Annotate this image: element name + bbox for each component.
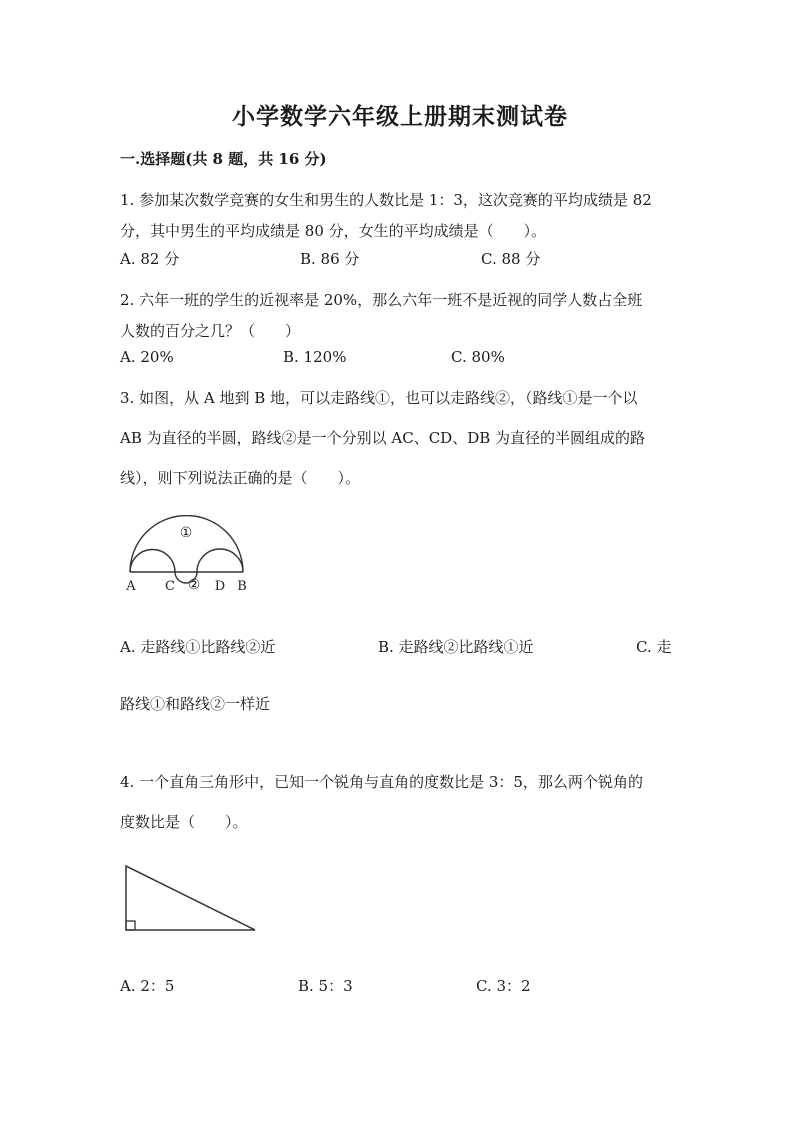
question-text-line: 线），则下列说法正确的是（ ）。 — [120, 469, 361, 487]
right-angle-mark — [126, 921, 135, 930]
question-text-line: 度数比是（ ）。 — [120, 813, 248, 831]
route-2-semicircle-ac — [130, 550, 175, 573]
question-text-line: 分，其中男生的平均成绩是 80 分，女生的平均成绩是（ ）。 — [120, 222, 547, 240]
question-text-line: AB 为直径的半圆，路线②是一个分别以 AC、CD、DB 为直径的半圆组成的路 — [120, 429, 646, 447]
route-2-label: ② — [187, 577, 201, 593]
route-1-semicircle — [130, 516, 243, 573]
option-a[interactable]: A. 20% — [120, 348, 174, 366]
question-text-line: 3. 如图，从 A 地到 B 地，可以走路线①，也可以走路线②，（路线①是一个以 — [120, 389, 638, 407]
point-d-label: D — [214, 579, 226, 594]
point-c-label: C — [165, 579, 175, 594]
right-triangle-figure — [118, 858, 263, 938]
question-3 — [120, 378, 680, 498]
option-c-continuation[interactable]: 路线①和路线②一样近 — [120, 695, 271, 713]
page-title: 小学数学六年级上册期末测试卷 — [232, 103, 568, 130]
option-b[interactable]: B. 120% — [283, 348, 347, 366]
question-text-line: 人数的百分之几？（ ） — [120, 322, 301, 340]
point-a-label: A — [126, 579, 136, 594]
section-heading: 一.选择题(共 8 题，共 16 分) — [120, 150, 327, 168]
question-2 — [120, 285, 680, 347]
option-c[interactable]: C. 走 — [636, 638, 672, 656]
question-1 — [120, 185, 680, 247]
question-4 — [120, 762, 680, 842]
route-1-label: ① — [179, 525, 193, 541]
option-a[interactable]: A. 走路线①比路线②近 — [120, 638, 276, 656]
option-b[interactable]: B. 5：3 — [298, 977, 353, 995]
question-text-line: 1. 参加某次数学竞赛的女生和男生的人数比是 1：3，这次竞赛的平均成绩是 82 — [120, 191, 652, 209]
point-b-label: B — [237, 579, 247, 594]
option-c[interactable]: C. 3：2 — [476, 977, 531, 995]
option-b[interactable]: B. 86 分 — [300, 250, 360, 268]
route-2-semicircle-db — [197, 549, 243, 572]
semicircle-routes-figure — [118, 515, 258, 600]
question-text-line: 2. 六年一班的学生的近视率是 20%，那么六年一班不是近视的同学人数占全班 — [120, 291, 643, 309]
option-a[interactable]: A. 2：5 — [120, 977, 175, 995]
option-c[interactable]: C. 80% — [451, 348, 505, 366]
option-c[interactable]: C. 88 分 — [481, 250, 541, 268]
option-a[interactable]: A. 82 分 — [120, 250, 180, 268]
question-text-line: 4. 一个直角三角形中，已知一个锐角与直角的度数比是 3：5，那么两个锐角的 — [120, 773, 643, 791]
right-triangle — [126, 866, 255, 930]
option-b[interactable]: B. 走路线②比路线①近 — [378, 638, 534, 656]
